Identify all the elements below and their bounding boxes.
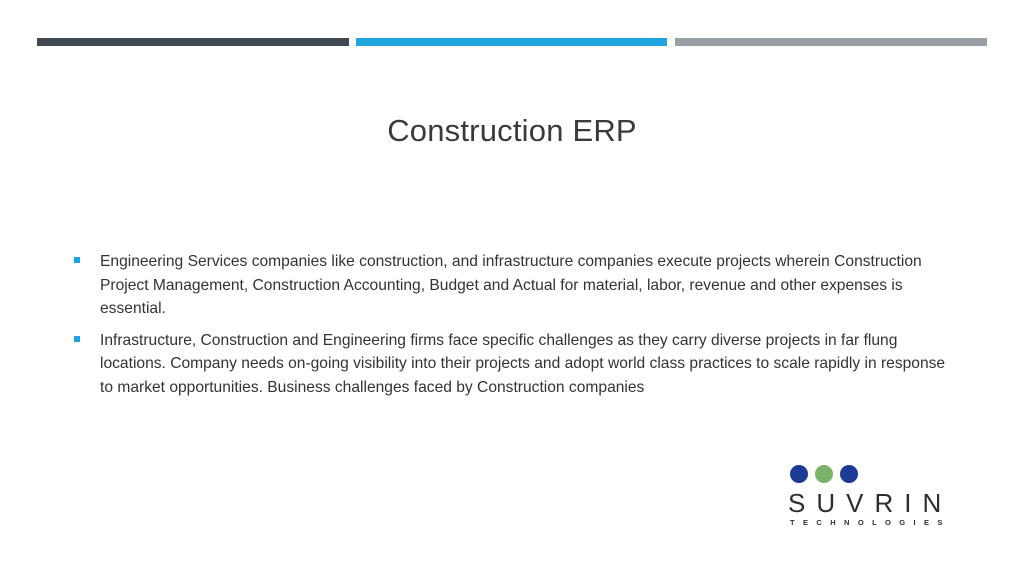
- logo-dot-green-icon: [815, 465, 833, 483]
- logo-tagline: TECHNOLOGIES: [790, 518, 951, 527]
- bullet-list: [72, 250, 962, 407]
- top-accent-bar-blue: [356, 38, 667, 46]
- top-accent-bar-gray: [675, 38, 987, 46]
- square-bullet-icon: [74, 257, 80, 263]
- company-logo: [784, 462, 953, 532]
- logo-dot-blue-icon: [840, 465, 858, 483]
- bullet-item: [72, 250, 962, 321]
- bullet-text: Engineering Services companies like construction, and infrastructure companies execute projects wherein Construction Project Management, Construction Accounting, Budget and Actual for material, labor, revenue and other expenses is essential.: [100, 253, 922, 317]
- top-accent-bar-dark: [37, 38, 349, 46]
- logo-name: SUVRIN: [788, 488, 953, 518]
- logo-dot-blue-icon: [790, 465, 808, 483]
- slide-title: Construction ERP: [387, 113, 637, 148]
- bullet-item: [72, 329, 962, 400]
- bullet-text: Infrastructure, Construction and Engineering firms face specific challenges as they carry diverse projects in far flung locations. Company needs on-going visibility into their projects and adopt world class practices to scale rapidly in response to market opportunities. Business challenges faced by Construction companies: [100, 331, 946, 396]
- square-bullet-icon: [74, 336, 80, 342]
